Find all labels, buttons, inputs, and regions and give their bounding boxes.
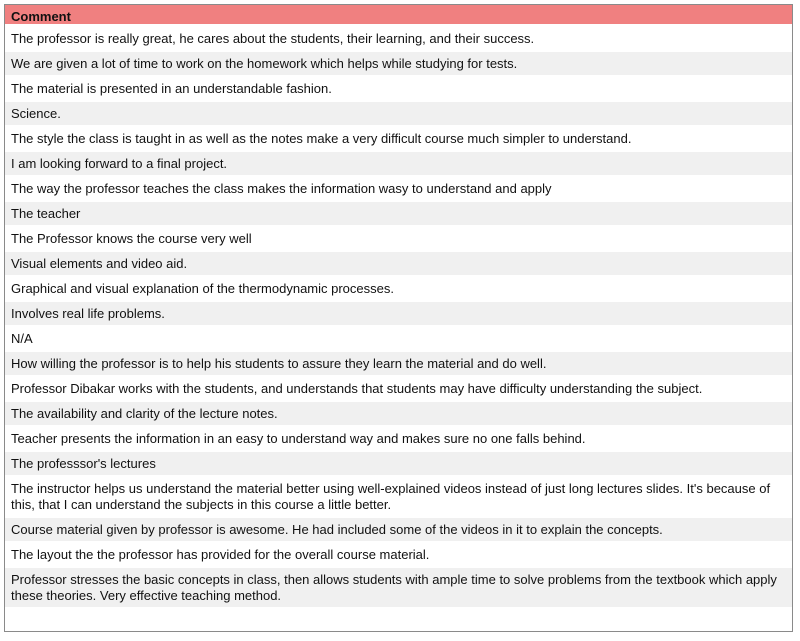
comment-cell: N/A — [5, 327, 792, 352]
comment-cell: Professor Dibakar works with the students, and understands that students may have difficulty understanding the subject. — [5, 377, 792, 402]
comment-cell: The style the class is taught in as well as the notes make a very difficult course much simpler to understand. — [5, 127, 792, 152]
table-row — [5, 568, 792, 609]
column-header-comment: Comment — [5, 5, 792, 27]
table-row — [5, 352, 792, 377]
table-row — [5, 27, 792, 52]
table-row — [5, 152, 792, 177]
comment-cell: The way the professor teaches the class makes the information wasy to understand and apply — [5, 177, 792, 202]
comment-cell: The professsor's lectures — [5, 452, 792, 477]
table-row — [5, 377, 792, 402]
table-row — [5, 127, 792, 152]
comment-cell: Teacher presents the information in an easy to understand way and makes sure no one falls behind. — [5, 427, 792, 452]
comment-cell: The layout the the professor has provided for the overall course material. — [5, 543, 792, 568]
comment-cell: The Professor knows the course very well — [5, 227, 792, 252]
comments-panel — [4, 4, 793, 632]
table-row — [5, 302, 792, 327]
comment-cell: How willing the professor is to help his students to assure they learn the material and do well. — [5, 352, 792, 377]
comment-cell: The professor is really great, he cares about the students, their learning, and their success. — [5, 27, 792, 52]
table-row — [5, 327, 792, 352]
comment-cell: The material is presented in an understandable fashion. — [5, 77, 792, 102]
comment-cell: Science. — [5, 102, 792, 127]
comment-cell: The teacher — [5, 202, 792, 227]
table-row — [5, 477, 792, 518]
table-row — [5, 452, 792, 477]
comments-table-body — [5, 27, 792, 609]
table-row — [5, 252, 792, 277]
comment-cell: Graphical and visual explanation of the thermodynamic processes. — [5, 277, 792, 302]
comment-cell: We are given a lot of time to work on the homework which helps while studying for tests. — [5, 52, 792, 77]
table-row — [5, 543, 792, 568]
comment-cell: Involves real life problems. — [5, 302, 792, 327]
table-row — [5, 77, 792, 102]
comment-cell: Visual elements and video aid. — [5, 252, 792, 277]
comment-cell: The instructor helps us understand the material better using well-explained videos instead of just long lectures slides. It's because of this, that I can understand the subjects in this course a little better. — [5, 477, 792, 518]
table-row — [5, 102, 792, 127]
table-row — [5, 52, 792, 77]
comment-cell: The availability and clarity of the lecture notes. — [5, 402, 792, 427]
table-row — [5, 177, 792, 202]
table-row — [5, 402, 792, 427]
table-row — [5, 518, 792, 543]
comment-cell: I am looking forward to a final project. — [5, 152, 792, 177]
table-row — [5, 427, 792, 452]
comment-cell: Course material given by professor is awesome. He had included some of the videos in it to explain the concepts. — [5, 518, 792, 543]
comment-cell: Professor stresses the basic concepts in class, then allows students with ample time to solve problems from the textbook which apply these theories. Very effective teaching method. — [5, 568, 792, 609]
table-header-row — [5, 5, 792, 27]
table-row — [5, 227, 792, 252]
table-row — [5, 202, 792, 227]
comments-table — [5, 5, 792, 609]
table-row — [5, 277, 792, 302]
